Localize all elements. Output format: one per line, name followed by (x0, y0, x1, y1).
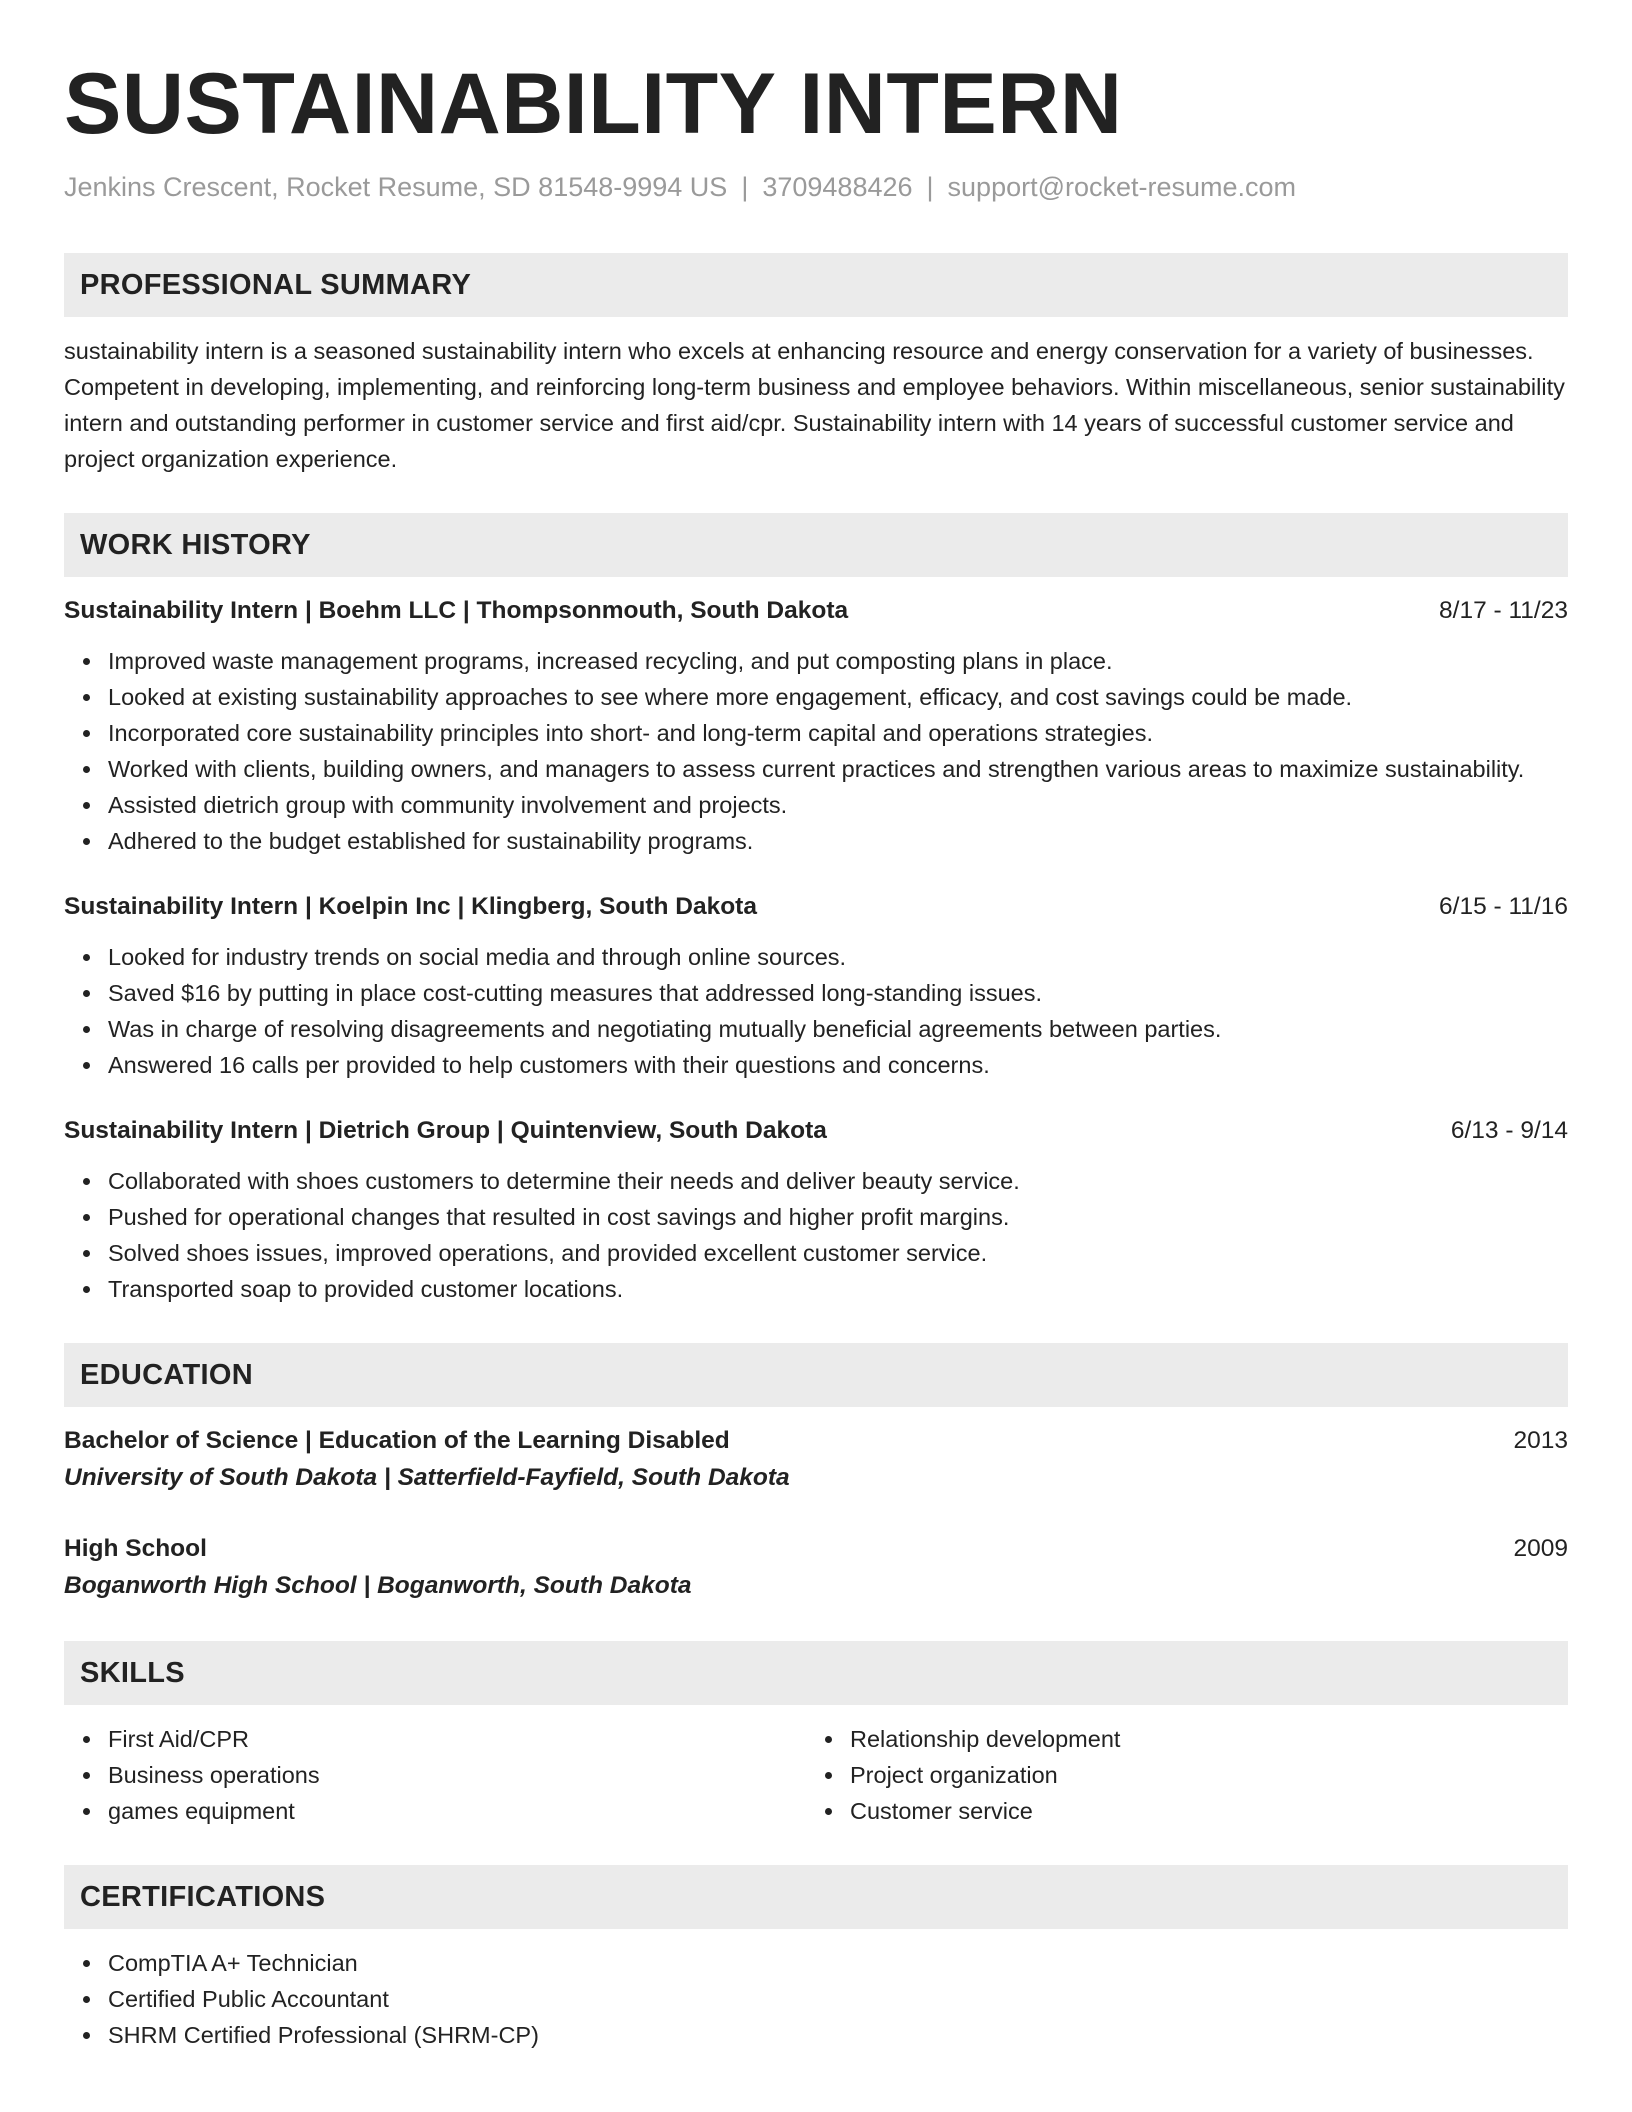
section-title: CERTIFICATIONS (80, 1880, 326, 1913)
section-header (64, 1343, 1568, 1407)
certification-item: SHRM Certified Professional (SHRM-CP) (108, 2017, 1568, 2053)
skill-item: games equipment (108, 1793, 806, 1829)
education-degree: High School (64, 1535, 207, 1562)
job-bullets (64, 939, 1568, 1083)
job-entry (64, 1113, 1568, 1307)
skill-item: Project organization (850, 1757, 1548, 1793)
contact-line (64, 170, 1568, 204)
job-bullet: Worked with clients, building owners, and managers to assess current practices and strengthen various areas to maximize sustainability. (108, 751, 1568, 787)
job-dates: 6/15 - 11/16 (1439, 893, 1568, 920)
education-header (64, 1423, 1568, 1459)
section-title: WORK HISTORY (80, 528, 311, 561)
education-section (64, 1343, 1568, 1605)
section-header (64, 253, 1568, 317)
skill-item: First Aid/CPR (108, 1721, 806, 1757)
section-header (64, 1641, 1568, 1705)
job-header (64, 889, 1568, 925)
section-body (64, 1929, 1568, 2053)
work-history-section (64, 513, 1568, 1307)
job-title: Sustainability Intern | Koelpin Inc | Klingberg, South Dakota (64, 893, 757, 920)
contact-separator: | (741, 172, 749, 202)
job-bullet: Looked for industry trends on social media and through online sources. (108, 939, 1568, 975)
skills-list (806, 1721, 1548, 1829)
job-header (64, 1113, 1568, 1149)
job-entry (64, 889, 1568, 1083)
job-bullet: Looked at existing sustainability approaches to see where more engagement, efficacy, and cost savings could be made. (108, 679, 1568, 715)
section-title: SKILLS (80, 1656, 185, 1689)
section-header (64, 513, 1568, 577)
job-bullet: Pushed for operational changes that resulted in cost savings and higher profit margins. (108, 1199, 1568, 1235)
job-bullets (64, 643, 1568, 859)
resume-name: SUSTAINABILITY INTERN (64, 56, 1123, 152)
education-entry (64, 1423, 1568, 1497)
section-body (64, 317, 1568, 477)
skills-column-right (806, 1721, 1548, 1829)
job-bullet: Transported soap to provided customer locations. (108, 1271, 1568, 1307)
education-degree: Bachelor of Science | Education of the Learning Disabled (64, 1427, 730, 1454)
skills-section (64, 1641, 1568, 1829)
contact-phone: 3709488426 (762, 172, 913, 202)
education-school: University of South Dakota | Satterfield-Fayfield, South Dakota (64, 1464, 790, 1491)
resume-page (64, 0, 1568, 2053)
job-header (64, 593, 1568, 629)
job-bullet: Collaborated with shoes customers to determine their needs and deliver beauty service. (108, 1163, 1568, 1199)
job-dates: 8/17 - 11/23 (1439, 597, 1568, 624)
skills-columns (64, 1721, 1568, 1829)
job-bullet: Incorporated core sustainability principles into short- and long-term capital and operations strategies. (108, 715, 1568, 751)
section-body (64, 1705, 1568, 1829)
education-year: 2009 (1513, 1535, 1568, 1562)
contact-separator: | (926, 172, 934, 202)
certifications-list (64, 1945, 1568, 2053)
job-title: Sustainability Intern | Dietrich Group | Quintenview, South Dakota (64, 1117, 827, 1144)
job-title: Sustainability Intern | Boehm LLC | Thompsonmouth, South Dakota (64, 597, 849, 624)
section-body (64, 1407, 1568, 1605)
section-body (64, 577, 1568, 1307)
job-bullet: Was in charge of resolving disagreements and negotiating mutually beneficial agreements between parties. (108, 1011, 1568, 1047)
job-dates: 6/13 - 9/14 (1450, 1117, 1568, 1144)
summary-section (64, 253, 1568, 477)
contact-email: support@rocket-resume.com (947, 172, 1297, 202)
education-school: Boganworth High School | Boganworth, South Dakota (64, 1572, 692, 1599)
job-entry (64, 593, 1568, 859)
skill-item: Relationship development (850, 1721, 1548, 1757)
section-title: EDUCATION (80, 1358, 253, 1391)
section-header (64, 1865, 1568, 1929)
skill-item: Customer service (850, 1793, 1548, 1829)
job-bullet: Assisted dietrich group with community involvement and projects. (108, 787, 1568, 823)
skills-column-left (64, 1721, 806, 1829)
skills-list (64, 1721, 806, 1829)
certification-item: Certified Public Accountant (108, 1981, 1568, 2017)
skill-item: Business operations (108, 1757, 806, 1793)
education-year: 2013 (1513, 1427, 1568, 1454)
education-entry (64, 1531, 1568, 1605)
job-bullet: Saved $16 by putting in place cost-cutting measures that addressed long-standing issues. (108, 975, 1568, 1011)
education-header (64, 1531, 1568, 1567)
certifications-section (64, 1865, 1568, 2053)
job-bullet: Answered 16 calls per provided to help customers with their questions and concerns. (108, 1047, 1568, 1083)
contact-address: Jenkins Crescent, Rocket Resume, SD 81548-9994 US (64, 172, 728, 202)
job-bullet: Adhered to the budget established for sustainability programs. (108, 823, 1568, 859)
job-bullet: Solved shoes issues, improved operations, and provided excellent customer service. (108, 1235, 1568, 1271)
certification-item: CompTIA A+ Technician (108, 1945, 1568, 1981)
summary-text: sustainability intern is a seasoned sustainability intern who excels at enhancing resource and energy conservation for a variety of businesses. Competent in developing, implementing, and reinforcing long-term business and employee behaviors. Within miscellaneous, senior sustainability intern and outstanding performer in customer service and first aid/cpr. Sustainability intern with 14 years of successful customer service and project organization experience. (64, 338, 1565, 472)
job-bullets (64, 1163, 1568, 1307)
section-title: PROFESSIONAL SUMMARY (80, 268, 472, 301)
job-bullet: Improved waste management programs, increased recycling, and put composting plans in place. (108, 643, 1568, 679)
